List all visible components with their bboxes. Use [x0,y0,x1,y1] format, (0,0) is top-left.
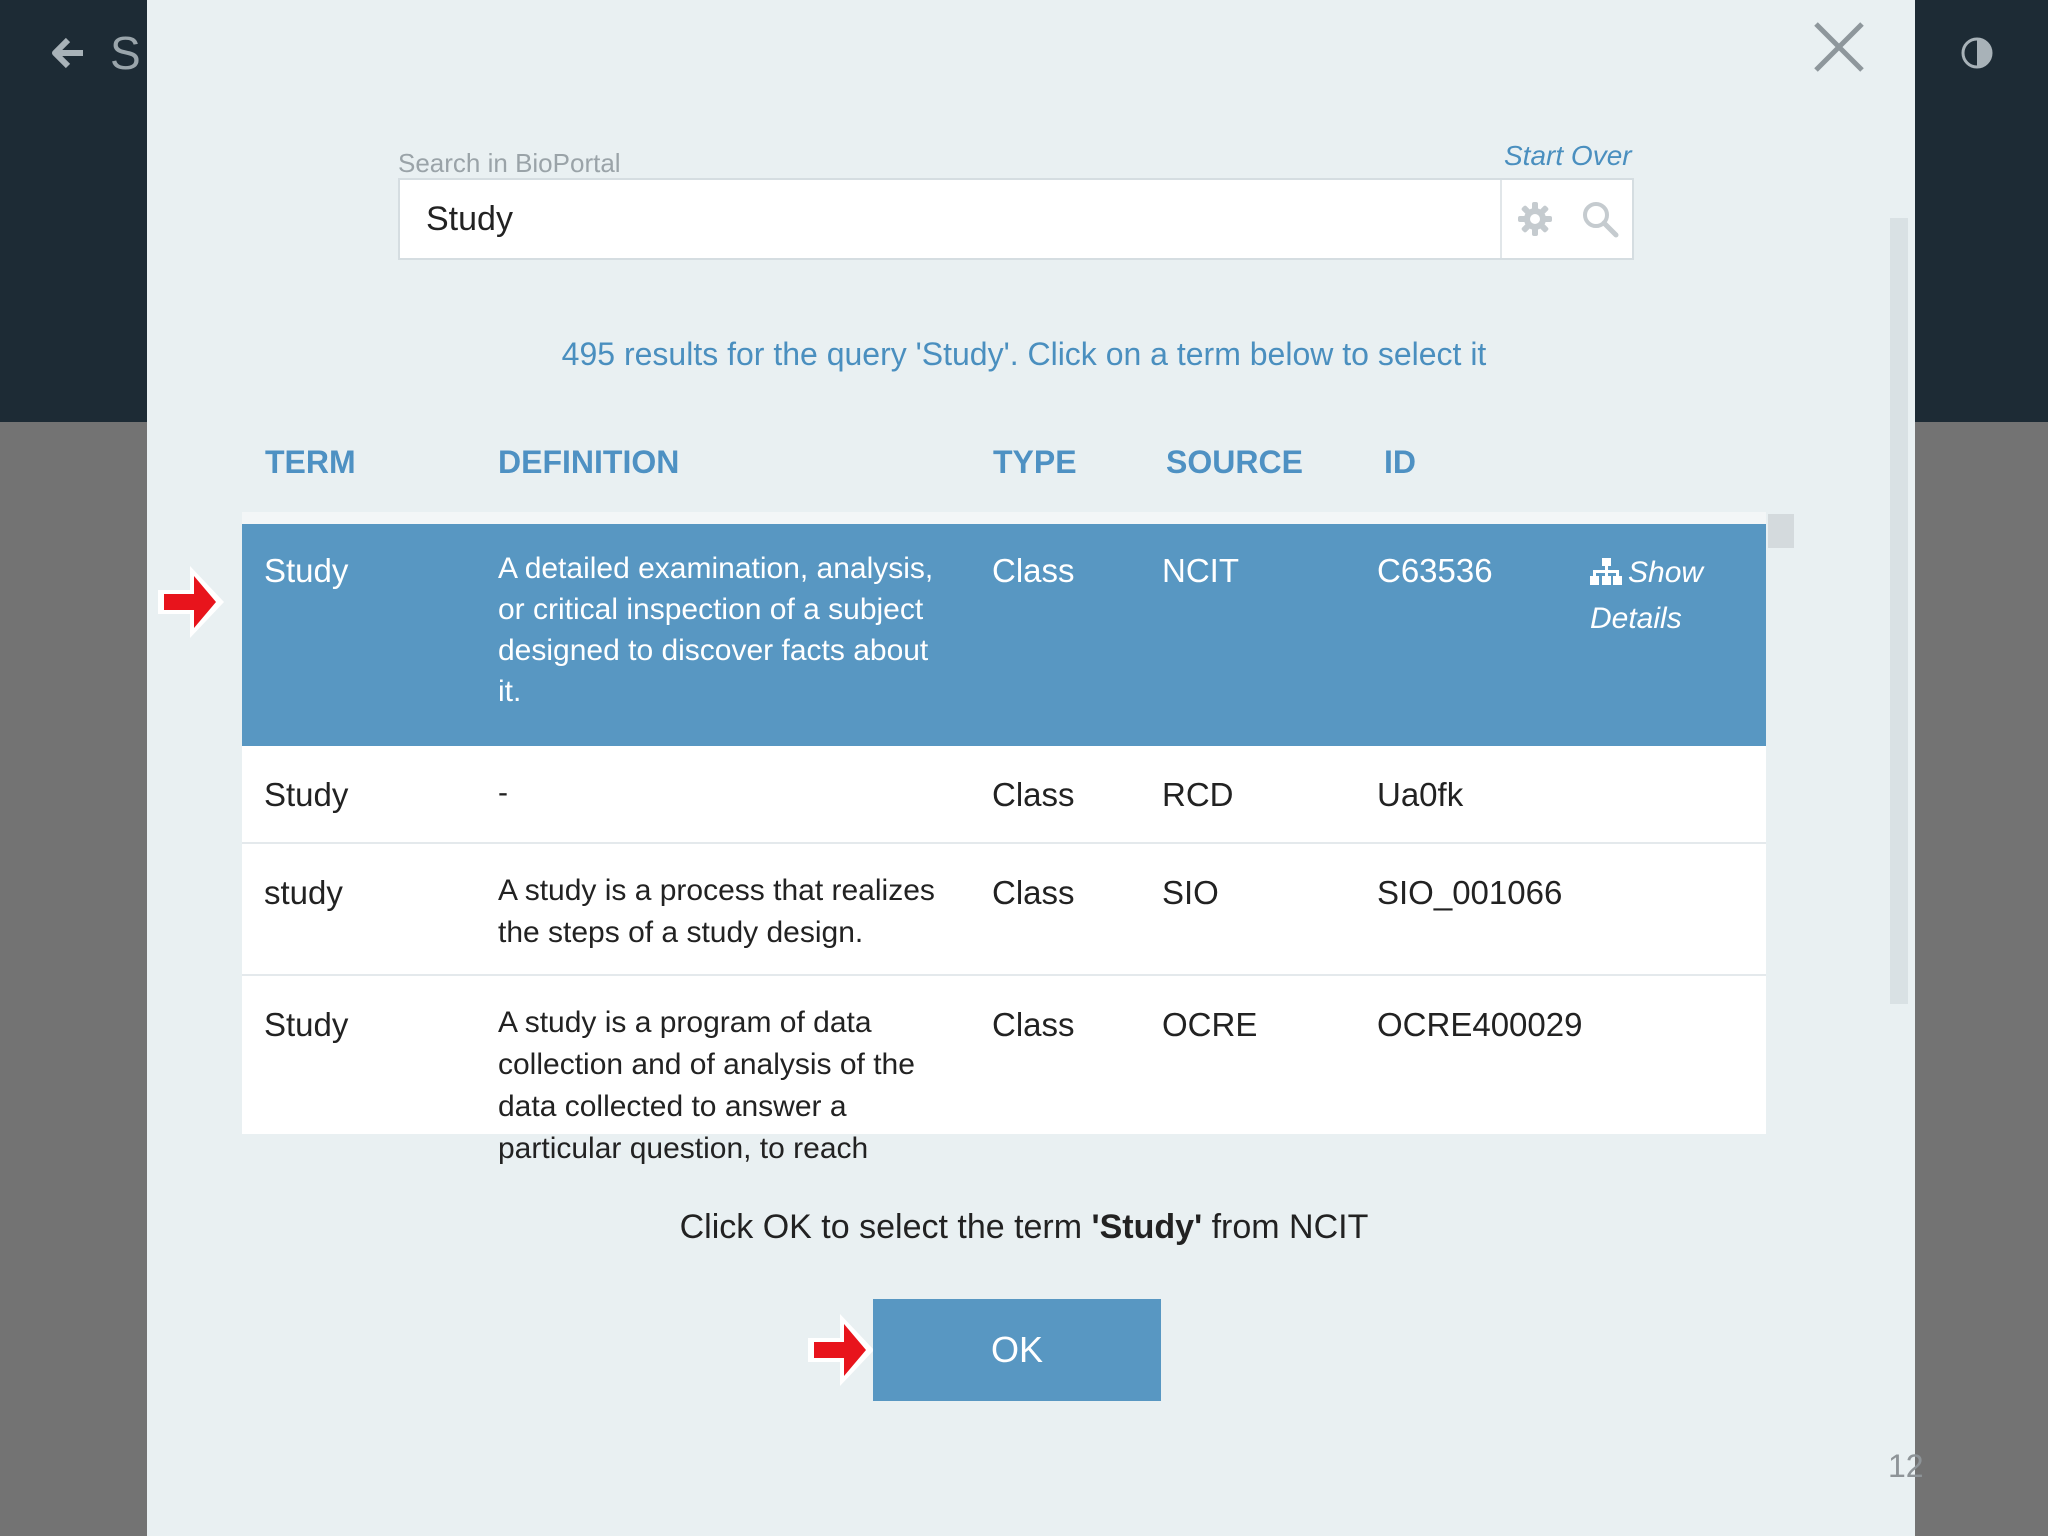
id-cell: Ua0fk [1377,776,1464,813]
gear-icon[interactable] [1516,200,1554,238]
column-header-definition[interactable]: DEFINITION [498,444,680,480]
hierarchy-icon [1590,558,1622,586]
column-header-type[interactable]: TYPE [993,444,1077,480]
search-label: Search in BioPortal [398,148,621,178]
confirm-suffix: from NCIT [1202,1208,1369,1246]
background-title: S [110,27,141,79]
type-cell: Class [992,552,1075,589]
confirm-prefix: Click OK to select the term [679,1208,1092,1246]
id-cell: SIO_001066 [1377,874,1563,911]
close-icon[interactable] [1810,18,1868,76]
type-cell: Class [992,1006,1075,1043]
modal-scrollbar[interactable] [1890,218,1908,1004]
search-tools [1500,180,1632,258]
definition-cell: A study is a process that realizes the steps of a study design. [498,874,935,949]
search-box [398,178,1634,260]
definition-cell: A detailed examination, analysis, or critical inspection of a subject designed to discover facts about it. [498,552,934,708]
background-back-nav[interactable] [50,26,141,80]
red-arrow-icon [804,1308,876,1392]
column-header-source[interactable]: SOURCE [1166,444,1303,480]
table-top-edge [242,512,1766,524]
show-details-link[interactable] [1590,550,1740,642]
term-cell: study [264,874,343,911]
definition-cell: - [498,776,508,809]
source-cell: NCIT [1162,552,1239,589]
term-cell: Study [264,552,349,589]
source-cell: OCRE [1162,1006,1258,1043]
results-message: 495 results for the query 'Study'. Click on a term below to select it [561,336,1487,372]
id-cell: OCRE400029 [1377,1006,1583,1043]
table-scrollbar[interactable] [1768,514,1794,548]
slide-number: 12 [1888,1448,1924,1484]
contrast-icon[interactable] [1960,36,1994,70]
results-table [242,512,1766,1165]
table-row[interactable] [242,842,1766,976]
definition-cell: A study is a program of data collection and of analysis of the data collected to answer a particular question, to reach [498,1006,915,1165]
type-cell: Class [992,776,1075,813]
term-cell: Study [264,1006,349,1043]
table-row-selected[interactable] [242,524,1766,746]
confirm-message [0,1208,2048,1247]
source-cell: RCD [1162,776,1234,813]
search-icon[interactable] [1581,200,1619,238]
table-row[interactable] [242,746,1766,842]
column-header-id[interactable]: ID [1384,444,1416,480]
table-row[interactable] [242,974,1766,1176]
column-header-term[interactable]: TERM [265,444,356,480]
arrow-left-icon[interactable] [50,35,86,71]
confirm-term: 'Study' [1091,1208,1203,1246]
red-arrow-icon [154,560,226,644]
type-cell: Class [992,874,1075,911]
ok-button[interactable]: OK [873,1299,1161,1401]
search-input[interactable] [426,194,1526,244]
id-cell: C63536 [1377,552,1493,589]
source-cell: SIO [1162,874,1219,911]
start-over-link[interactable]: Start Over [1504,140,1632,171]
term-cell: Study [264,776,349,813]
show-details-label: Show Details [1590,556,1704,635]
